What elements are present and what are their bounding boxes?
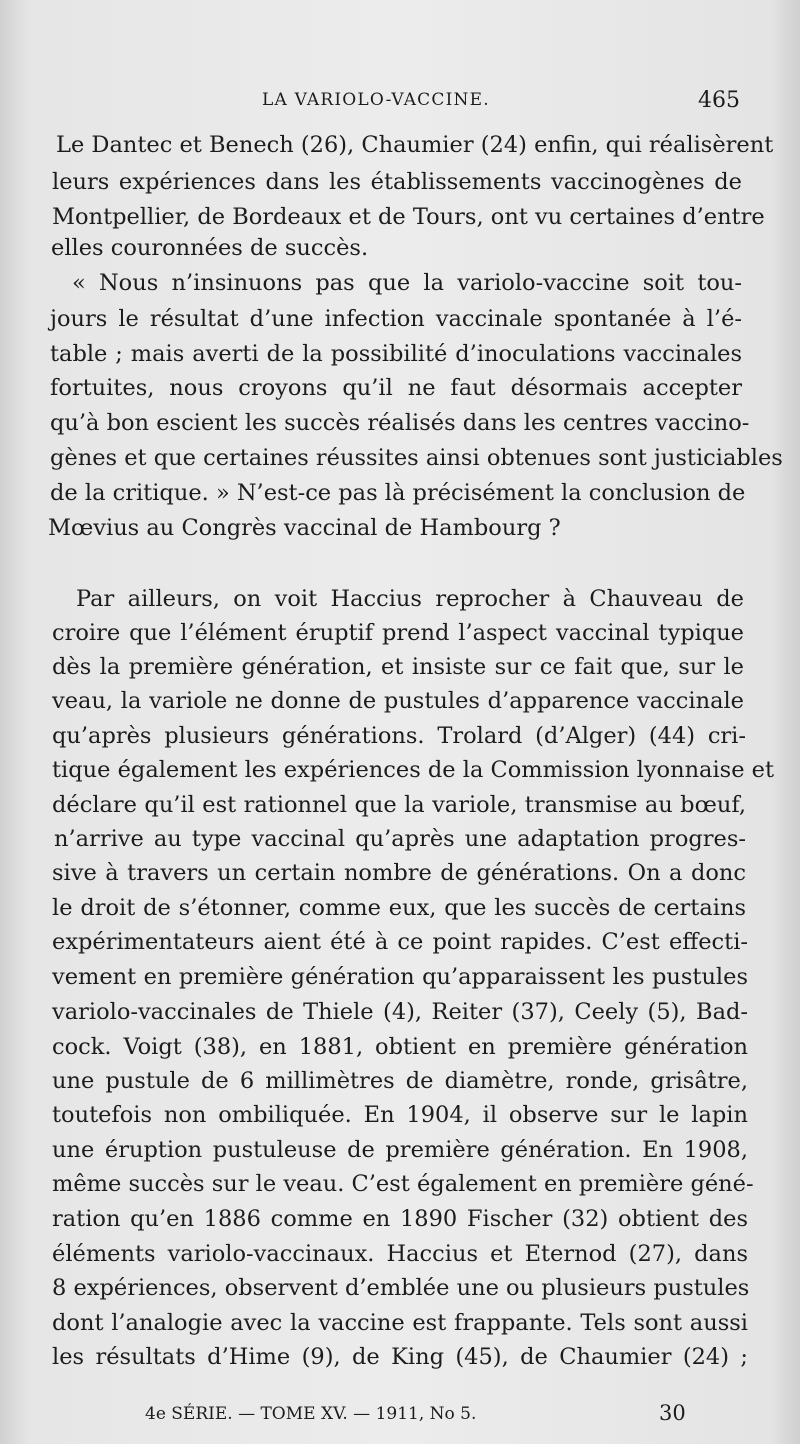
text-line: qu’après plusieurs générations. Trolard (d’Alger) (44) cri- xyxy=(52,723,746,749)
text-line: le droit de s’étonner, comme eux, que les succès de certains xyxy=(52,895,746,921)
text-line: une éruption pustuleuse de première génération. En 1908, xyxy=(52,1137,748,1163)
text-line: tique également les expériences de la Commission lyonnaise et xyxy=(52,757,775,783)
text-line: veau, la variole ne donne de pustules d’apparence vaccinale xyxy=(52,688,744,714)
text-line: variolo-vaccinales de Thiele (4), Reiter (37), Ceely (5), Bad- xyxy=(52,999,748,1025)
series-signature: 4e SÉRIE. — TOME XV. — 1911, No 5. xyxy=(145,1404,477,1424)
text-line: fortuites, nous croyons qu’il ne faut désormais accepter xyxy=(50,375,742,401)
text-line: Le Dantec et Benech (26), Chaumier (24) enfin, qui réalisèrent xyxy=(56,132,774,158)
text-line: elles couronnées de succès. xyxy=(51,235,369,261)
text-line: déclare qu’il est rationnel que la variole, transmise au bœuf, xyxy=(52,792,746,818)
text-line: n’arrive au type vaccinal qu’après une adaptation progres- xyxy=(54,826,746,852)
text-line: Montpellier, de Bordeaux et de Tours, ont vu certaines d’entre xyxy=(52,204,765,230)
text-line: expérimentateurs aient été à ce point rapides. C’est effecti- xyxy=(52,929,748,955)
text-line: dès la première génération, et insiste sur ce fait que, sur le xyxy=(52,654,744,680)
text-line: une pustule de 6 millimètres de diamètre, ronde, grisâtre, xyxy=(52,1068,748,1094)
text-line: Mœvius au Congrès vaccinal de Hambourg ? xyxy=(48,515,561,541)
page-header xyxy=(0,88,800,118)
text-line: de la critique. » N’est-ce pas là précisément la conclusion de xyxy=(50,480,746,506)
text-line: cock. Voigt (38), en 1881, obtient en première génération xyxy=(52,1034,748,1060)
text-line: table ; mais averti de la possibilité d’inoculations vaccinales xyxy=(50,341,742,367)
text-line: « Nous n’insinuons pas que la variolo-vaccine soit tou- xyxy=(72,270,742,296)
text-line: toutefois non ombiliquée. En 1904, il observe sur le lapin xyxy=(52,1102,748,1128)
text-line: éléments variolo-vaccinaux. Haccius et Eternod (27), dans xyxy=(52,1241,748,1267)
text-line: sive à travers un certain nombre de générations. On a donc xyxy=(52,860,746,886)
text-line: ration qu’en 1886 comme en 1890 Fischer (32) obtient des xyxy=(52,1206,748,1232)
sheet-number: 30 xyxy=(659,1401,686,1425)
text-line: dont l’analogie avec la vaccine est frappante. Tels sont aussi xyxy=(52,1310,748,1336)
page-number: 465 xyxy=(698,88,740,113)
text-line: croire que l’élément éruptif prend l’aspect vaccinal typique xyxy=(52,620,744,646)
text-line: qu’à bon escient les succès réalisés dans les centres vaccino- xyxy=(50,410,750,436)
text-line: même succès sur le veau. C’est également en première géné- xyxy=(52,1171,754,1197)
text-line: gènes et que certaines réussites ainsi obtenues sont justiciables xyxy=(50,445,783,471)
text-line: Par ailleurs, on voit Haccius reprocher à Chauveau de xyxy=(76,586,744,612)
text-line: leurs expériences dans les établissements vaccinogènes de xyxy=(52,169,742,195)
page-footer xyxy=(0,1401,800,1434)
running-title: LA VARIOLO-VACCINE. xyxy=(262,90,490,110)
text-line: les résultats d’Hime (9), de King (45), de Chaumier (24) ; xyxy=(52,1344,748,1370)
text-line: 8 expériences, observent d’emblée une ou plusieurs pustules xyxy=(52,1275,750,1301)
text-line: vement en première génération qu’apparaissent les pustules xyxy=(52,964,748,990)
text-line: jours le résultat d’une infection vaccinale spontanée à l’é- xyxy=(50,306,742,332)
